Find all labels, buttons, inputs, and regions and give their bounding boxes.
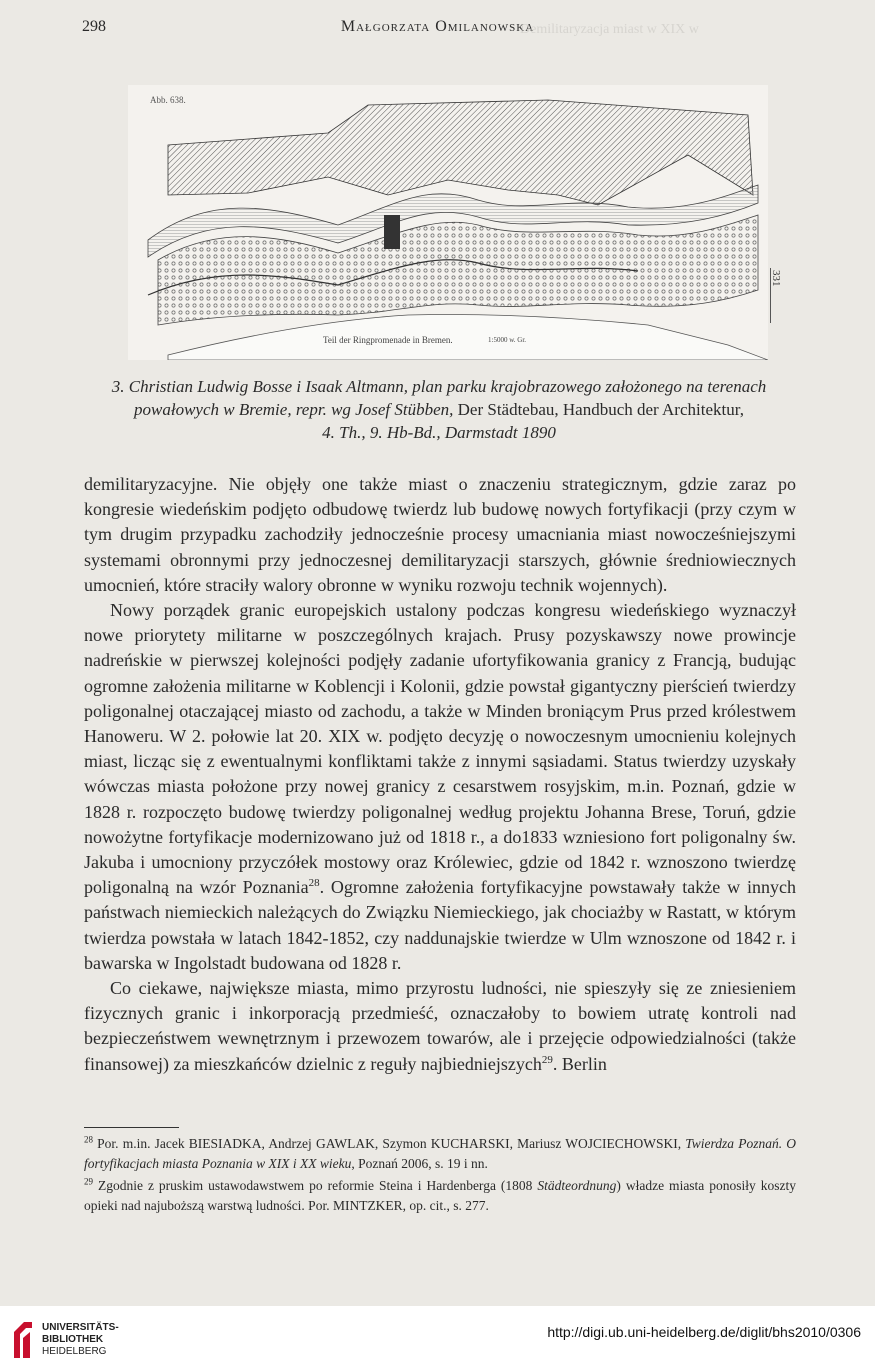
paragraph-2-a: Nowy porządek granic europejskich ustalony podczas kongresu wiedeńskiego wyznaczył nowe priorytety militarne w poszczególnych krajach. Prusy pozyskawszy nowe prowincje nadreńskie w pierwszej kolejności podjęły zadanie ufortyfikowania granicy z Francją, budując ogromne założenia militarne w Koblencji i Kolonii, gdzie powstał gigantyczny pierścień twierdzy poligonalnej otaczającej miasto od zachodu, a także w Minden broniącym Prus przed królestwem Hanoweru. W 2. połowie lat 20. XIX w. podjęto decyzję o nowoczesnym umocnieniu kolejnych miast, licząc się z ewentualnymi konfliktami także z innymi sąsiadami. Status twierdzy uzyskały wówczas miasta położone przy nowej granicy z cesarstwem rosyjskim, m.in. Poznań, gdzie w 1828 r. rozpoczęto budowę twierdzy poligonalnej według projektu Johanna Brese, Toruń, gdzie nowożytne fortyfikacje modernizowano już od 1818 r., a do1833 wzniesiono fort poligonalny św. Jakuba i umocniony przyczółek mostowy oraz Królewiec, gdzie od 1842 r. wznoszono twierdzę poligonalną na wzór Poznania xyxy=(84,600,796,898)
footnote-29: $^{29}$ Zgodnie z pruskim ustawodawstwem po reformie Steina i Hardenberga (1808 Städteordnung) władze miasta ponosiły koszty opieki nad najuboższą warstwą ludności. Por. MINTZKER, op. cit., s. 277. xyxy=(84,1176,797,1213)
footnote-ref-28[interactable]: 28 xyxy=(308,877,320,890)
source-url-link[interactable]: http://digi.ub.uni-heidelberg.de/diglit/bhs2010/0306 xyxy=(547,1324,861,1340)
footnotes xyxy=(84,1134,796,1218)
library-logo-text: UNIVERSITÄTS- BIBLIOTHEK HEIDELBERG xyxy=(42,1322,119,1357)
paragraph-3-b: . Berlin xyxy=(552,1053,607,1074)
figure-inner-caption: Teil der Ringpromenade in Bremen. xyxy=(323,335,453,345)
figure-map xyxy=(128,85,768,360)
figure-caption xyxy=(84,375,794,444)
body-text xyxy=(84,472,796,1077)
library-logo-icon xyxy=(12,1320,34,1360)
footer-bar xyxy=(0,1306,875,1372)
footnote-divider xyxy=(84,1127,179,1128)
paragraph-3 xyxy=(84,976,796,1077)
footnote-ref-29[interactable]: 29 xyxy=(541,1053,553,1066)
caption-italic-2: 4. Th., 9. Hb-Bd., Darmstadt 1890 xyxy=(322,423,556,442)
paragraph-1: demilitaryzacyjne. Nie objęły one także miast o znaczeniu strategicznym, gdzie zaraz po kongresie wiedeńskim podjęto odbudowę twierdz lub budowę nowych fortyfikacji (przy czym w tym drugim przypadku zachodziły jednocześnie procesy umacniania miast nowocześniejszymi systemami obronnymi przy jednoczesnej demilitaryzacji starszych, głównie średniowiecznych umocnień, które straciły walory obronne w wyniku rozwoju technik wojennych). xyxy=(84,474,796,595)
footnote-28: $^{28}$ Por. m.in. Jacek BIESIADKA, Andrzej GAWLAK, Szymon KUCHARSKI, Mariusz WOJCIECHOWSKI, Twierdza Poznań. O fortyfikacjach miasta Poznania w XIX i XX wieku, Poznań 2006, s. 19 i nn. xyxy=(84,1134,797,1171)
central-building xyxy=(384,215,400,249)
bleed-through-text: Demilitaryzacja miast w XIX w xyxy=(520,22,699,37)
figure-tag: Abb. 638. xyxy=(150,95,186,105)
paragraph-2-b: . Ogromne założenia fortyfikacyjne powstawały także w innych państwach niemieckich należących do Związku Niemieckiego, jak chociażby w Rastatt, w którym twierdza powstała w latach 1842-1852, czy naddunajskie twierdze w Ulm wznoszone od 1842 r. i bawarska w Ingolstadt budowana od 1828 r. xyxy=(84,877,797,973)
paragraph-3-a: Co ciekawe, największe miasta, mimo przyrostu ludności, nie spieszyły się ze zniesieniem fizycznych granic i inkorporacją przedmieść, oznaczałoby to bowiem utratę kontroli nad bezpieczeństwem wewnętrznym i przewozem towarów, ale i przejęcie odpowiedzialności (także finansowej) za mieszkańców dzielnic z reguły najbiedniejszych xyxy=(84,978,796,1074)
running-head-author: Małgorzata Omilanowska xyxy=(340,18,535,35)
caption-roman: Der Städtebau, Handbuch der Architektur, xyxy=(457,400,744,419)
page-number: 298 xyxy=(82,18,106,35)
park-plan-map xyxy=(128,85,768,360)
side-page-number: 331 xyxy=(770,270,782,287)
figure-scale: 1:5000 w. Gr. xyxy=(488,336,527,344)
caption-italic-1: 3. Christian Ludwig Bosse i Isaak Altmann, plan parku krajobrazowego założonego na terenach powałowych w Bremie, repr. wg Josef Stübben, xyxy=(111,377,767,419)
paragraph-2 xyxy=(84,598,796,976)
